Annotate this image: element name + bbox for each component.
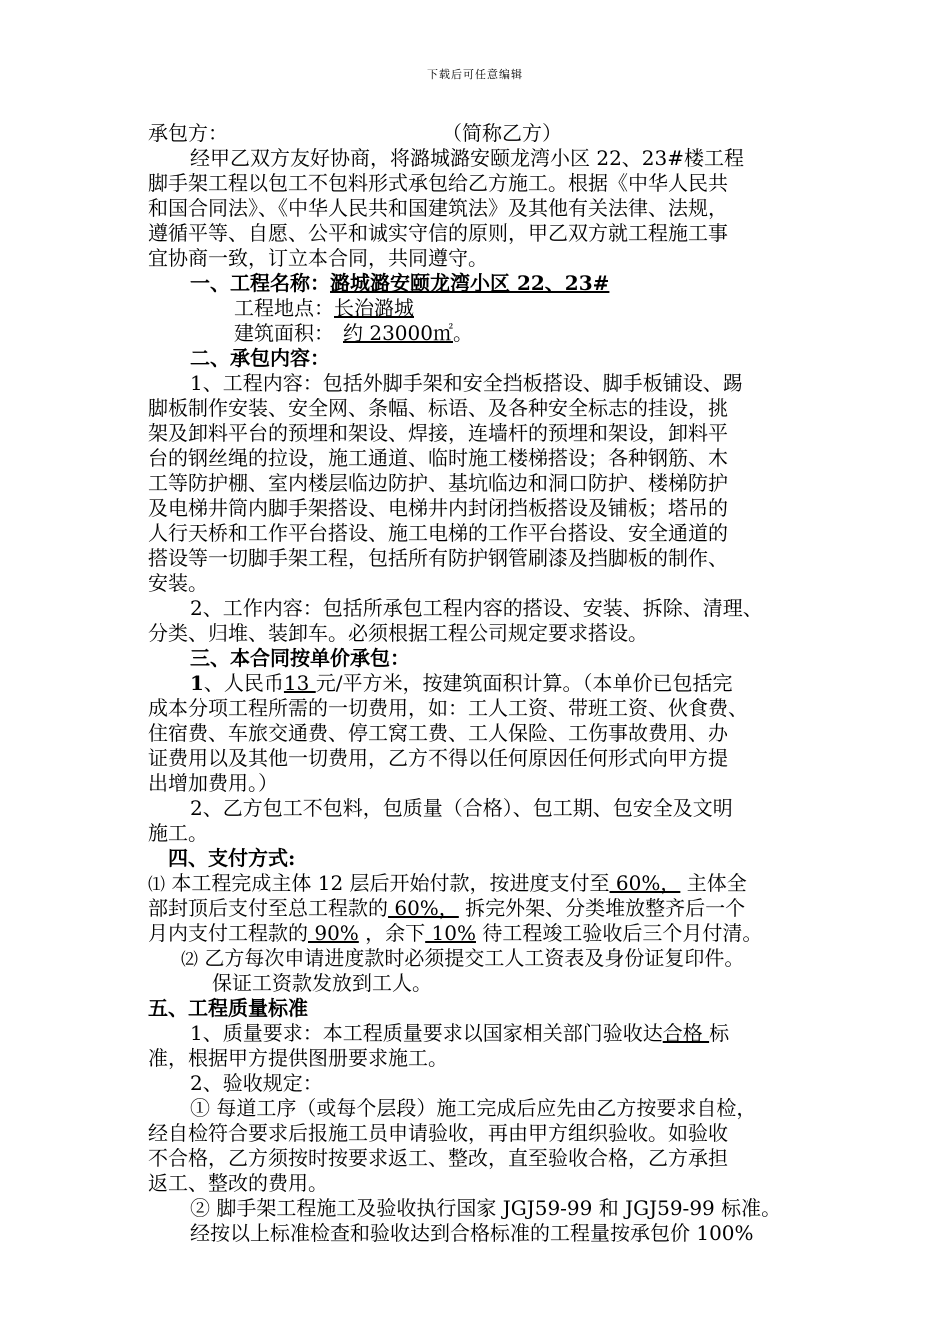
payment-text-1a: 本工程完成主体 12 层后开始付款，按进度支付至 [165, 871, 610, 895]
party-abbrev: （简称乙方） [442, 121, 562, 145]
intro-line-3: 和国合同法》、《中华人民共和国建筑法》及其他有关法律、法规， [148, 196, 728, 220]
payment-text-3b: ，余下 [358, 921, 426, 945]
party-line [148, 120, 228, 146]
price-text-a: 、人民币 [203, 671, 284, 695]
section-5-title: 五、工程质量标准 [148, 996, 308, 1020]
work-line-2: 分类、归堆、装卸车。必须根据工程公司规定要求搭设。 [148, 621, 648, 645]
acceptance-rule-1-line-1: ① 每道工序（或每个层段）施工完成后应先由乙方按要求自检， [190, 1096, 757, 1120]
project-location-label: 工程地点： [234, 296, 334, 320]
project-area-value: 约 23000㎡ [343, 321, 453, 345]
page-header-note: 下载后可任意编辑 [427, 68, 523, 81]
acceptance-rule-1-line-2: 经自检符合要求后报施工员申请验收，再由甲方组织验收。如验收 [148, 1121, 728, 1145]
quality-text-b: 标 [709, 1021, 730, 1045]
quality-standard: 合格 [662, 1021, 710, 1045]
unit-price: 13 [283, 671, 316, 695]
payment-item-1-marker: ⑴ [148, 875, 165, 895]
acceptance-rule-3: 经按以上标准检查和验收达到合格标准的工程量按承包价 100% [190, 1221, 754, 1245]
price-line-1 [190, 670, 732, 696]
contract-terms-line-2: 施工。 [148, 821, 208, 845]
payment-line-4 [181, 945, 744, 973]
project-area-end: 。 [452, 321, 473, 345]
price-text-b: 元/平方米，按建筑面积计算。（本单价已包括完 [315, 671, 733, 695]
payment-percent-3: 90% [308, 921, 359, 945]
section-3-title: 三、本合同按单价承包： [190, 646, 410, 670]
scope-line-1: 1、工程内容：包括外脚手架和安全挡板搭设、脚手板铺设、踢 [190, 371, 743, 395]
quality-line-1 [190, 1020, 729, 1046]
work-line-1: 2、工作内容：包括所承包工程内容的搭设、安装、拆除、清理、 [190, 596, 763, 620]
acceptance-title: 2、验收规定： [190, 1071, 323, 1095]
price-item-number: 1 [190, 671, 204, 695]
section-2-title: 二、承包内容： [190, 346, 330, 370]
scope-line-9: 安装。 [148, 571, 208, 595]
intro-line-2: 脚手架工程以包工不包料形式承包给乙方施工。根据《中华人民共 [148, 171, 728, 195]
acceptance-rule-2: ② 脚手架工程施工及验收执行国家 JGJ59-99 和 JGJ59-99 标准。 [190, 1196, 782, 1220]
price-line-5: 出增加费用。） [148, 771, 278, 795]
payment-text-3a: 月内支付工程款的 [148, 921, 308, 945]
project-location-value: 长治潞城 [334, 296, 414, 320]
scope-line-6: 及电梯井筒内脚手架搭设、电梯井内封闭挡板搭设及铺板；塔吊的 [148, 496, 728, 520]
project-area-label: 建筑面积： [234, 321, 334, 345]
intro-line-5: 宜协商一致，订立本合同，共同遵守。 [148, 246, 488, 270]
scope-line-8: 搭设等一切脚手架工程，包括所有防护钢管刷漆及挡脚板的制作、 [148, 546, 728, 570]
acceptance-rule-1-line-3: 不合格，乙方须按时按要求返工、整改，直至验收合格，乙方承担 [148, 1146, 728, 1170]
payment-text-2a: 部封顶后支付至总工程款的 [148, 896, 388, 920]
payment-text-2b: 拆完外架、分类堆放整齐后一个 [458, 896, 746, 920]
project-location-line [234, 295, 553, 321]
price-line-4: 证费用以及其他一切费用，乙方不得以任何原因任何形式向甲方提 [148, 746, 728, 770]
scope-line-3: 架及卸料平台的预埋和架设、焊接，连墙杆的预埋和架设，卸料平 [148, 421, 728, 445]
contract-terms-line-1: 2、乙方包工不包料，包质量（合格）、包工期、包安全及文明 [190, 796, 733, 820]
scope-line-5: 工等防护棚、室内楼层临边防护、基坑临边和洞口防护、楼梯防护 [148, 471, 728, 495]
payment-line-5: 保证工资款发放到工人。 [212, 971, 432, 995]
project-area-line [234, 320, 473, 346]
acceptance-rule-1-line-4: 返工、整改的费用。 [148, 1171, 328, 1195]
scope-line-4: 台的钢丝绳的拉设，施工通道、临时施工楼梯搭设；各种钢筋、木 [148, 446, 728, 470]
payment-line-1 [148, 870, 747, 898]
payment-text-4: 乙方每次申请进度款时必须提交工人工资表及身份证复印件。 [198, 946, 745, 970]
payment-text-3c: 待工程竣工验收后三个月付清。 [475, 921, 763, 945]
payment-line-3 [148, 920, 762, 946]
price-line-3: 住宿费、车旅交通费、停工窝工费、工人保险、工伤事故费用、办 [148, 721, 728, 745]
intro-line-4: 遵循平等、自愿、公平和诚实守信的原则，甲乙双方就工程施工事 [148, 221, 728, 245]
quality-text-a: 1、质量要求：本工程质量要求以国家相关部门验收达 [190, 1021, 663, 1045]
payment-line-2 [148, 895, 745, 921]
scope-line-7: 人行天桥和工作平台搭设、施工电梯的工作平台搭设、安全通道的 [148, 521, 728, 545]
quality-line-2: 准，根据甲方提供图册要求施工。 [148, 1046, 448, 1070]
section-1-title: 一、工程名称： [190, 271, 330, 295]
scope-line-2: 脚板制作安装、安全网、条幅、标语、及各种安全标志的挂设，挑 [148, 396, 728, 420]
project-name: 潞城潞安颐龙湾小区 22、23# [330, 271, 610, 295]
payment-item-2-marker: ⑵ [181, 950, 198, 970]
intro-line-1: 经甲乙双方友好协商，将潞城潞安颐龙湾小区 22、23#楼工程 [190, 146, 745, 170]
section-1-heading [190, 270, 712, 296]
payment-percent-2: 60%， [388, 896, 459, 920]
section-4-title: 四、支付方式: [168, 846, 296, 870]
party-label: 承包方： [148, 121, 228, 145]
payment-percent-4: 10% [425, 921, 476, 945]
payment-text-1b: 主体全 [680, 871, 747, 895]
price-line-2: 成本分项工程所需的一切费用，如：工人工资、带班工资、伙食费、 [148, 696, 748, 720]
payment-percent-1: 60%， [609, 871, 681, 895]
